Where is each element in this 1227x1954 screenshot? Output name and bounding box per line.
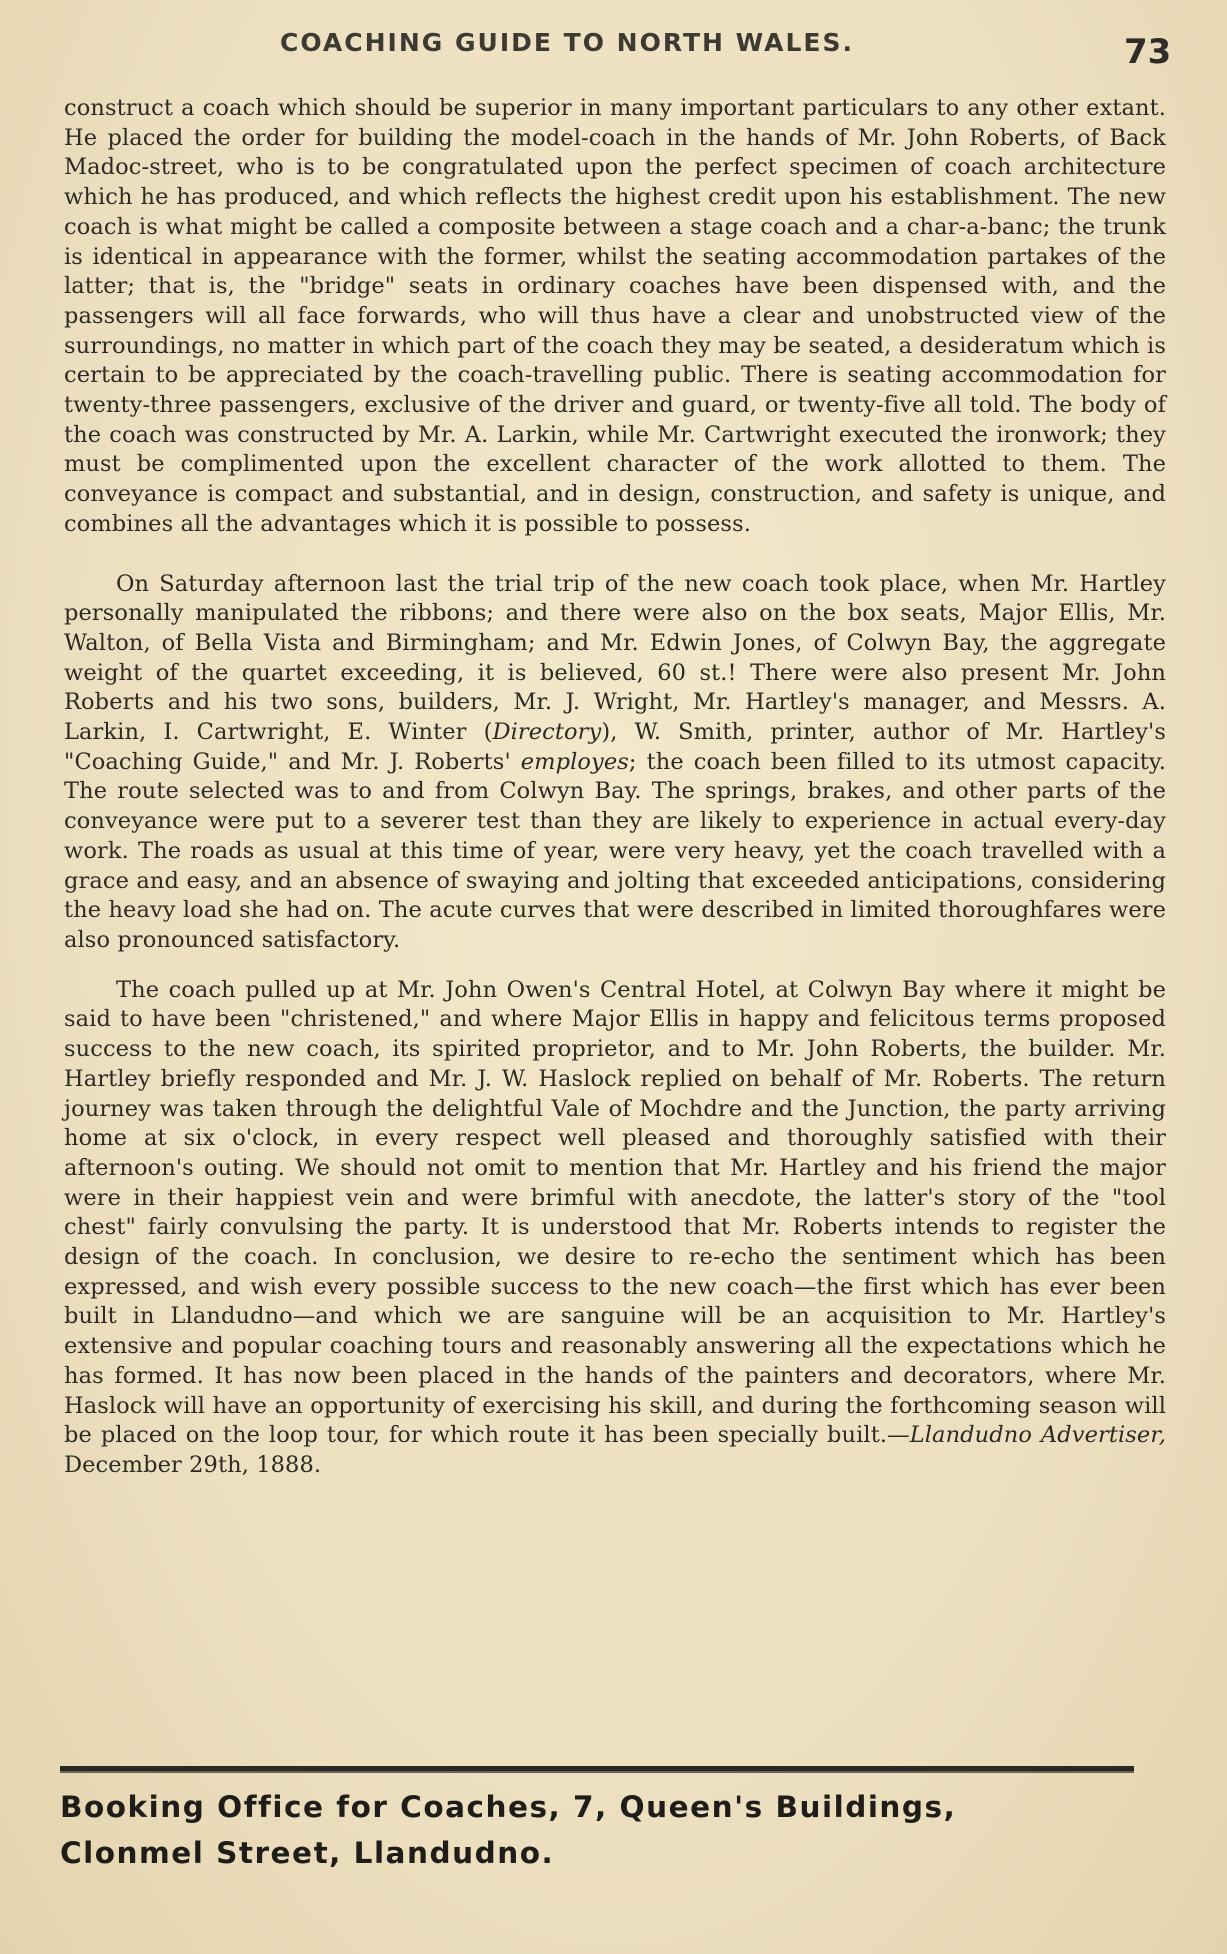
running-title: COACHING GUIDE TO NORTH WALES. bbox=[280, 28, 854, 57]
paragraph-2-text-b: ), W. Smith, printer, author of Mr. Hartley's "Coaching Guide," and Mr. J. Roberts' bbox=[64, 719, 1166, 775]
page-number: 73 bbox=[1124, 32, 1172, 72]
paragraph-2-text-c: ; the coach been filled to its utmost capacity. The route selected was to and from Colwyn Bay. The springs, brakes, and other parts of the conveyance were put to a severer test than they are likely to experience in actual every-day work. The roads as usual at this time of year, were very heavy, yet the coach travelled with a grace and easy, and an absence of swaying and jolting that exceeded anticipations, considering the heavy load she had on. The acute curves that were described in limited thoroughfares were also pronounced satisfactory. bbox=[64, 748, 1166, 953]
citation-date: December 29th, 1888. bbox=[64, 1451, 322, 1478]
booking-line-2: Clonmel Street, Llandudno. bbox=[60, 1836, 555, 1870]
directory-italic: Directory bbox=[492, 719, 602, 746]
paragraph-3 bbox=[64, 976, 1166, 1481]
employes-italic: employes bbox=[520, 748, 629, 775]
paragraph-2 bbox=[64, 570, 1166, 956]
paragraph-1: construct a coach which should be superior in many important particulars to any other extant. He placed the order for building the model-coach in the hands of Mr. John Roberts, of Back Madoc-street, who is to be congratulated upon the perfect specimen of coach architecture which he has produced, and which reflects the highest credit upon his establishment. The new coach is what might be called a composite between a stage coach and a char-a-banc; the trunk is identical in appearance with the former, whilst the seating accommodation partakes of the latter; that is, the "bridge" seats in ordinary coaches have been dispensed with, and the passengers will all face forwards, who will thus have a clear and unobstructed view of the surroundings, no matter in which part of the coach they may be seated, a desideratum which is certain to be appreciated by the coach-travelling public. There is seating accommodation for twenty-three passengers, exclusive of the driver and guard, or twenty-five all told. The body of the coach was constructed by Mr. A. Larkin, while Mr. Cartwright executed the ironwork; they must be complimented upon the excellent character of the work allotted to them. The conveyance is compact and substantial, and in design, construction, and safety is unique, and combines all the advantages which it is possible to possess. bbox=[64, 95, 1166, 537]
paragraph-2-text-a: On Saturday afternoon last the trial trip of the new coach took place, when Mr. Hartley personally manipulated the ribbons; and there were also on the box seats, Major Ellis, Mr. Walton, of Bella Vista and Birmingham; and Mr. Edwin Jones, of Colwyn Bay, the aggregate weight of the quartet exceeding, it is believed, 60 st.! There were also present Mr. John Roberts and his two sons, builders, Mr. J. Wright, Mr. Hartley's manager, and Messrs. A. Larkin, I. Cartwright, E. Winter ( bbox=[64, 570, 1166, 746]
article-body bbox=[64, 94, 1166, 1481]
paragraph-3-text: The coach pulled up at Mr. John Owen's Central Hotel, at Colwyn Bay where it might be said to have been "christened," and where Major Ellis in happy and felicitous terms proposed success to the new coach, its spirited proprietor, and to Mr. John Roberts, the builder. Mr. Hartley briefly responded and Mr. J. W. Haslock replied on behalf of Mr. Roberts. The return journey was taken through the delightful Vale of Mochdre and the Junction, the party arriving home at six o'clock, in every respect well pleased and thoroughly satisfied with their afternoon's outing. We should not omit to mention that Mr. Hartley and his friend the major were in their happiest vein and were brimful with anecdote, the latter's story of the "tool chest" fairly convulsing the party. It is understood that Mr. Roberts intends to register the design of the coach. In conclusion, we desire to re-echo the sentiment which has been expressed, and wish every possible success to the new coach—the first which has ever been built in Llandudno—and which we are sanguine will be an acquisition to Mr. Hartley's extensive and popular coaching tours and reasonably answering all the expectations which he has formed. It has now been placed in the hands of the painters and decorators, where Mr. Haslock will have an opportunity of exercising his skill, and during the forthcoming season will be placed on the loop tour, for which route it has been specially built.— bbox=[64, 976, 1166, 1449]
source-citation: Llandudno Advertiser, bbox=[909, 1422, 1166, 1449]
booking-line-1: Booking Office for Coaches, 7, Queen's Buildings, bbox=[60, 1790, 957, 1824]
divider-rule bbox=[60, 1766, 1134, 1771]
booking-office-notice bbox=[60, 1784, 1180, 1876]
page-header bbox=[0, 22, 1227, 72]
